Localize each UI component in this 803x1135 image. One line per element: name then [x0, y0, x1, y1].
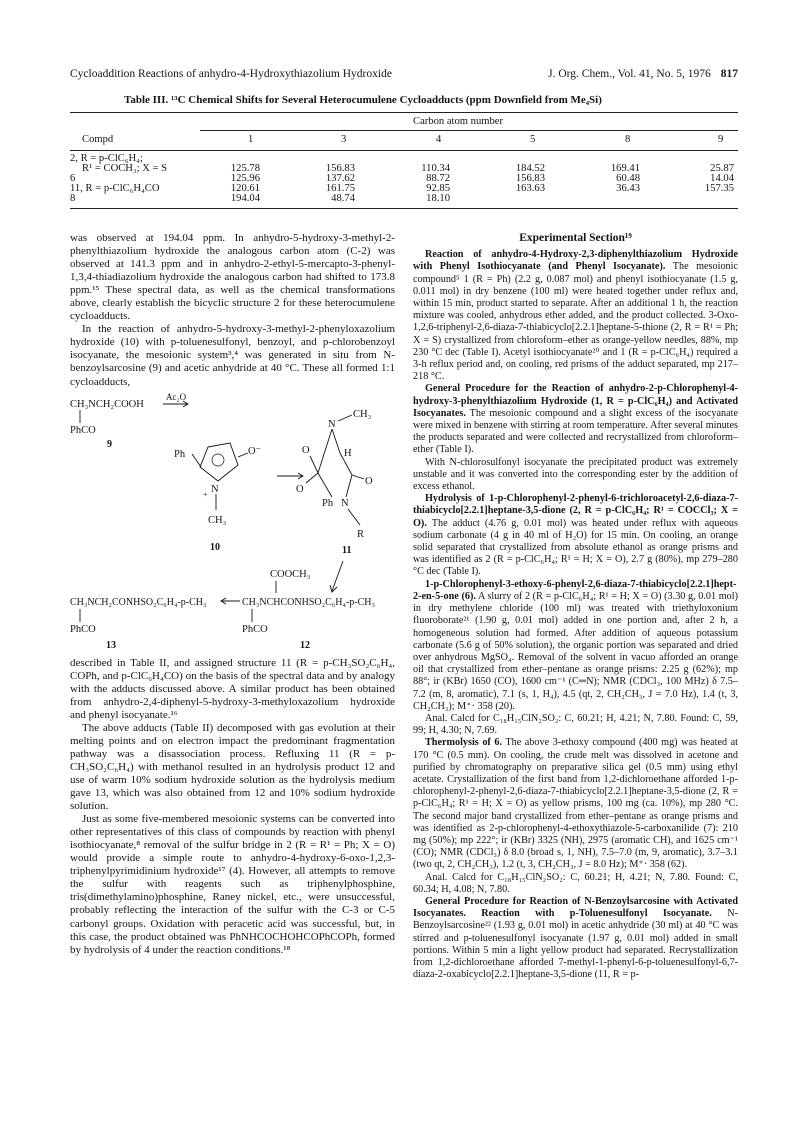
article-running-title: Cycloaddition Reactions of anhydro-4-Hydroxythiazolium Hydroxide	[70, 68, 392, 80]
scheme-plus-charge: +	[203, 489, 208, 499]
scheme-methyl: CH₃	[208, 514, 227, 526]
table-cell-compd: 2, R = p-ClC₆H₄;	[70, 153, 143, 164]
procedure-text: A slurry of 2 (R = p-ClC₆H₄; R¹ = H; X = O) (3.30 g, 0.01 mol) in dry methylene chloride (100 ml) was treated with triethyloxonium fluoroborate²¹ (1.90 g, 0.01 mol) added in one portion and, after 2 h, a homogeneous solution had formed. After addition of aqueous potassium carbonate (5.6 g of 50% solution), the organic portion was separated and dried over anhydrous MgSO₄. Removal of the solvent in vacuo afforded an orange oil that crystallized from ether–pentane as orange prisms: 2.25 g (62%); mp 88°; ir (KBr) 1650 (CO), 1600 cm⁻¹ (C═N); NMR (CDCl₃, 100 MHz) δ 7.5–7.2 (m, 8, aromatic), 7.1 (s, 1, H₄), 4.5 (qt, 2, CH₂CH₃, J = 7.0 Hz), 1.4 (t, 3, CH₂CH₃); M⁺· 358 (20).	[413, 590, 739, 712]
experimental-paragraph	[413, 579, 738, 713]
body-paragraph: The above adducts (Table II) decomposed with gas evolution at their melting points and on electron impact the predominant fragmentation pathway was a disassociation process. Refluxing 11 (R = p-CH₃SO₂C₆H₄) with methanol resulted in an hydrolysis product 12 and use of warm 10% sodium hydroxide solution as the hydrolysis medium gave 13, which was also obtained from 12 and 10% sodium hydroxide solution.	[70, 721, 395, 813]
table-header-rule	[70, 150, 738, 151]
table-cell: 125.96	[230, 173, 260, 184]
procedure-title: 1-p-Chlorophenyl-3-ethoxy-6-phenyl-2,6-diaza-7-thiabicyclo[2.2.1]hept-2-en-5-one (6).	[413, 578, 737, 602]
table-header-compd: Compd	[82, 134, 114, 145]
scheme-nitrogen: N	[211, 483, 219, 495]
table-cell: 137.62	[325, 173, 355, 184]
scheme-ring-aromatic	[212, 454, 224, 466]
scheme-product-13-formula: CH₃NCH₂CONHSO₂C₆H₄-p-CH₃	[70, 596, 207, 608]
left-column	[70, 232, 395, 957]
table-header-col: 3	[341, 134, 347, 145]
scheme-ring-oxygen: O	[296, 483, 304, 495]
table-cell-compd: 8	[70, 193, 76, 204]
table-header-col: 5	[530, 134, 536, 145]
scheme-bond	[318, 429, 332, 473]
procedure-title: General Procedure for the Reaction of anhydro-2-p-Chlorophenyl-4-hydroxy-3-phenylthiazolium Hydroxide (1, R = p-ClC₆H₄) and Activated Isocyanates.	[413, 383, 738, 419]
procedure-title: Reaction of anhydro-4-Hydroxy-2,3-diphenylthiazolium Hydroxide with Phenyl Isothiocyanate (and Phenyl Isocyanate).	[413, 249, 738, 273]
table-cell: 14.04	[710, 173, 734, 184]
experimental-paragraph	[413, 493, 738, 578]
scheme-product-12-formula: CH₃NCHCONHSO₂C₆H₄-p-CH₃	[242, 596, 375, 608]
procedure-title: Hydrolysis of 1-p-Chlorophenyl-2-phenyl-6-trichloroacetyl-2,6-diaza-7-thiabicyclo[2.2.1]heptane-3,5-dione (2, R = p-ClC₆H₄; R¹ = COCCl₃; X = O).	[413, 493, 738, 529]
table-cell: 194.04	[230, 193, 260, 204]
scheme-bond	[348, 509, 360, 525]
scheme-hydrogen: H	[344, 447, 352, 459]
table-header-col: 4	[436, 134, 442, 145]
procedure-text: The mesoionic compound and a slight excess of the isocyanate were mixed in benzene with stirring at room temperature. After several minutes the products separated and were collected and recrystallized from chloroform–ether (Table I).	[413, 407, 738, 456]
journal-reference: J. Org. Chem., Vol. 41, No. 5, 1976	[548, 68, 711, 80]
table-cell: 157.35	[704, 183, 734, 194]
running-header	[70, 68, 738, 84]
scheme-oxazolium-ring	[200, 443, 238, 481]
table-bottom-rule	[70, 208, 738, 209]
scheme-compound-label: 10	[210, 541, 220, 553]
table-cell: 120.61	[230, 183, 260, 194]
procedure-title: Thermolysis of 6.	[425, 737, 502, 749]
table-cell: 88.72	[426, 173, 450, 184]
experimental-paragraph	[413, 737, 738, 871]
table-cell-compd: 6	[70, 173, 76, 184]
scheme-compound-label: 13	[106, 639, 116, 651]
procedure-text: The above 3-ethoxy compound (400 mg) was heated at 170 °C (0.5 mm). On cooling, the crude melt was dissolved in acetone and purified by chromatography on preparative silica gel (0.5 mm) using ethyl acetate. Crystallization of the first band from 1,2-dichloroethane afforded 1-p-chlorophenyl-2-phenyl-2,6-diaza-7-thiabicyclo[2.2.1]heptane-3,5-dione (2, R = p-ClC₆H₄; R¹ = H; X = O) as yellow prisms, 100 mg (ca. 10%), mp 280 °C. The second major band crystallized from ether–pentane as orange prisms and was identified as 2-p-chlorophenyl-4-ethoxythiazole-5-carboxanilide (7): 210 mg (50%); mp 222°; ir (KBr) 3325 (NH), 2975 (aromatic CH), and 1625 cm⁻¹ (CO); NMR (CDCl₃) δ 8.0 (broad s, 1, NH), 7.5–7.0 (m, 9, aromatic), 3.7–3.1 (two qt, 2, CH₂CH₃), 1.2 (t, 3, CH₂CH₃, J = 8.0 Hz); M⁺· 358 (62).	[413, 737, 738, 871]
scheme-reagent-label: Ac₂O	[166, 392, 187, 402]
procedure-text: N-Benzoylsarcosine²² (1.93 g, 0.01 mol) in acetic anhydride (30 ml) at 40 °C was stirred and p-toluenesulfonyl isocyanate (1.97 g, 0.01 mol) added in small portions. Within 5 min a light yellow product had separated. Recrystallization from 1,2-dichloroethane afforded 7-methyl-1-phenyl-6-p-toluenesulfonyl-6,7-diaza-2-oxabicyclo[2.2.1]heptane-3,5-dione (11, R = p-	[413, 908, 738, 981]
experimental-paragraph	[413, 249, 738, 383]
scheme-carbonyl-oxygen: O	[302, 444, 310, 456]
right-column	[413, 232, 738, 981]
procedure-text: The mesoionic compound⁵ 1 (R = Ph) (2.2 g, 0.087 mol) and phenyl isothiocyanate (1.5 g, 0.011 mol) in dry benzene (100 ml) were heated together under reflux and, within 15 min, product started to separate. After an additional 1 h, the reaction mixture was cooled, anhydrous ether added, and the product collected. 3-Oxo-1,2,6-triphenyl-2,6-diaza-7-thiabicyclo[2.2.1]heptane-5-thione (2, R = R¹ = Ph; X = S) crystallized from chloroform–ether as orange-yellow needles, 88%, mp 230 °C dec (Table I). Acetyl isothiocyanate²⁰ and 1 (R = p-ClC₆H₄) required a 3-h reflux period and, on cooling, red prisms of the adduct separated, mp 217–218 °C.	[413, 261, 738, 383]
scheme-bond	[352, 475, 364, 479]
table-cell: 25.87	[710, 163, 734, 174]
scheme-nitrogen: N	[341, 497, 349, 509]
table-cell: 184.52	[515, 163, 545, 174]
experimental-paragraph	[413, 383, 738, 456]
table-cell: 36.43	[616, 183, 640, 194]
body-paragraph: Just as some five-membered mesoionic systems can be converted into other representatives of this class of compounds by reaction with phenyl isothiocyanate,⁸ removal of the sulfur bridge in 2 (R = R¹ = Ph; X = O) would provide a simple route to anhydro-4-hydroxy-6-oxo-1,2,3-triphenylpyrimidinium hydroxide¹⁷ (4). However, all attempts to remove the sulfur with reagents such as triphenylphosphine, tris(dimethylamino)phosphine, Raney nickel, etc., were unsuccessful, probably reflecting the interaction of the sulfur with the C-3 or C-5 carbonyl groups. Oxidation with peracetic acid was successful, but, in this case, the product obtained was PhNHCOCHOHCOPhCOPh, formed by hydrolysis of 4 under the reaction conditions.¹⁸	[70, 813, 395, 956]
table-header-col: 9	[718, 134, 724, 145]
scheme-r-group: R	[357, 528, 365, 540]
table-cell: 18.10	[426, 193, 450, 204]
table-spanner-header: Carbon atom number	[413, 116, 504, 127]
scheme-methyl: CH₃	[353, 408, 372, 420]
body-paragraph: In the reaction of anhydro-5-hydroxy-3-methyl-2-phenyloxazolium hydroxide (10) with p-toluenesulfonyl, benzoyl, and p-chlorobenzoyl isocyanate, the mesoionic system³,⁴ was generated in situ from N-benzoylsarcosine (9) and acetic anhydride at 40 °C. These all formed 1:1 cycloadducts,	[70, 323, 395, 388]
scheme-phco: PhCO	[70, 424, 96, 436]
table-cell: 156.83	[515, 173, 545, 184]
table-cell: 169.41	[610, 163, 640, 174]
scheme-sarcosine-formula: CH₃NCH₂COOH	[70, 398, 144, 410]
table-header-col: 8	[625, 134, 631, 145]
table-cell: 163.63	[515, 183, 545, 194]
page-number: 817	[720, 68, 738, 80]
table-top-rule	[70, 112, 738, 113]
scheme-phenyl: Ph	[322, 497, 334, 509]
scheme-bond	[318, 473, 332, 497]
scheme-oxide-anion: O⁻	[248, 445, 262, 457]
table-cell: 60.48	[616, 173, 640, 184]
table-cell: 125.78	[230, 163, 260, 174]
scheme-bond	[332, 429, 340, 453]
table-cell: 48.74	[331, 193, 355, 204]
table-cell: 110.34	[421, 163, 450, 174]
table-cell: 156.83	[325, 163, 355, 174]
table-cell-compd: 11, R = p-ClC₆H₄CO	[70, 183, 160, 194]
scheme-compound-label: 12	[300, 639, 310, 651]
scheme-phco: PhCO	[70, 623, 96, 635]
journal-citation	[548, 68, 738, 80]
scheme-nitrogen: N	[328, 418, 336, 430]
scheme-compound-label: 9	[107, 438, 112, 450]
scheme-bond	[238, 453, 248, 457]
scheme-ester-group: COOCH₃	[270, 568, 311, 580]
scheme-arrow-line	[332, 561, 343, 591]
scheme-bond	[192, 454, 201, 467]
table-spanner-rule	[200, 130, 738, 131]
experimental-paragraph: With N-chlorosulfonyl isocyanate the precipitated product was extremely unstable and it was converted into the corresponding ester by the addition of excess ethanol.	[413, 456, 738, 493]
scheme-carbonyl-oxygen: O	[365, 475, 373, 487]
body-paragraph: was observed at 194.04 ppm. In anhydro-5-hydroxy-3-methyl-2-phenylthiazolium hydroxide the analogous carbon atom (C-2) was observed at 141.3 ppm and in anhydro-2-ethyl-5-mercapto-3-phenyl-1,3,4-thiadiazolium hydroxide the analogous carbon had shifted to 173.8 ppm.¹⁵ These spectral data, as well as the chemical transformations above, clearly establish the bicyclic structure 2 for these heterocumulene cycloadducts.	[70, 232, 395, 323]
scheme-compound-label: 11	[342, 544, 352, 556]
table-caption: Table III. ¹³C Chemical Shifts for Several Heterocumulene Cycloadducts (ppm Downfield from Me₄Si)	[124, 94, 602, 106]
body-paragraph: described in Table II, and assigned structure 11 (R = p-CH₃SO₂C₆H₄, COPh, and p-ClC₆H₄CO) on the basis of the spectral data and by analogy with the adducts discussed above. A similar product has been obtained from anhydro-2,4-diphenyl-5-hydroxy-3-methyloxazolium hydroxide and phenyl isocyanate.¹⁶	[70, 656, 395, 721]
table-cell-compd: R¹ = COCH₃; X = S	[82, 163, 168, 174]
scheme-bond	[338, 415, 352, 421]
table-cell: 161.75	[325, 183, 355, 194]
table-cell: 92.85	[426, 183, 450, 194]
elemental-analysis: Anal. Calcd for C₁₈H₁₅ClN₂SO₂: C, 60.21; H, 4.21; N, 7.80. Found: C, 59, 99; H, 4.30; N, 7.69.	[413, 712, 738, 737]
scheme-bond	[346, 475, 352, 497]
table-header-col: 1	[248, 134, 254, 145]
elemental-analysis: Anal. Calcd for C₁₈H₁₅ClN₂SO₂: C, 60.21; H, 4.21; N, 7.80. Found: C, 60.34; H, 4.08; N, 7.80.	[413, 871, 738, 895]
experimental-paragraph	[413, 896, 738, 981]
procedure-text: The adduct (4.76 g, 0.01 mol) was heated under reflux with aqueous sodium carbonate (4 g in 40 ml of H₂O) for 15 min. On cooling, an orange solid separated that crystallized from absolute ethanol as orange prisms and was identified as 2 (R = p-ClC₆H₄; R¹ = H; X = O), 2.7 g (80%), mp 279–280 °C dec (Table I).	[413, 517, 738, 578]
procedure-title: General Procedure for Reaction of N-Benzoylsarcosine with Activated Isocyanates. Reaction with p-Toluenesulfonyl Isocyanate.	[413, 895, 738, 920]
scheme-phco: PhCO	[242, 623, 268, 635]
scheme-phenyl: Ph	[174, 448, 186, 460]
scheme-bond	[306, 473, 318, 483]
scheme-bond	[310, 456, 318, 473]
section-heading: Experimental Section¹⁹	[519, 232, 632, 244]
